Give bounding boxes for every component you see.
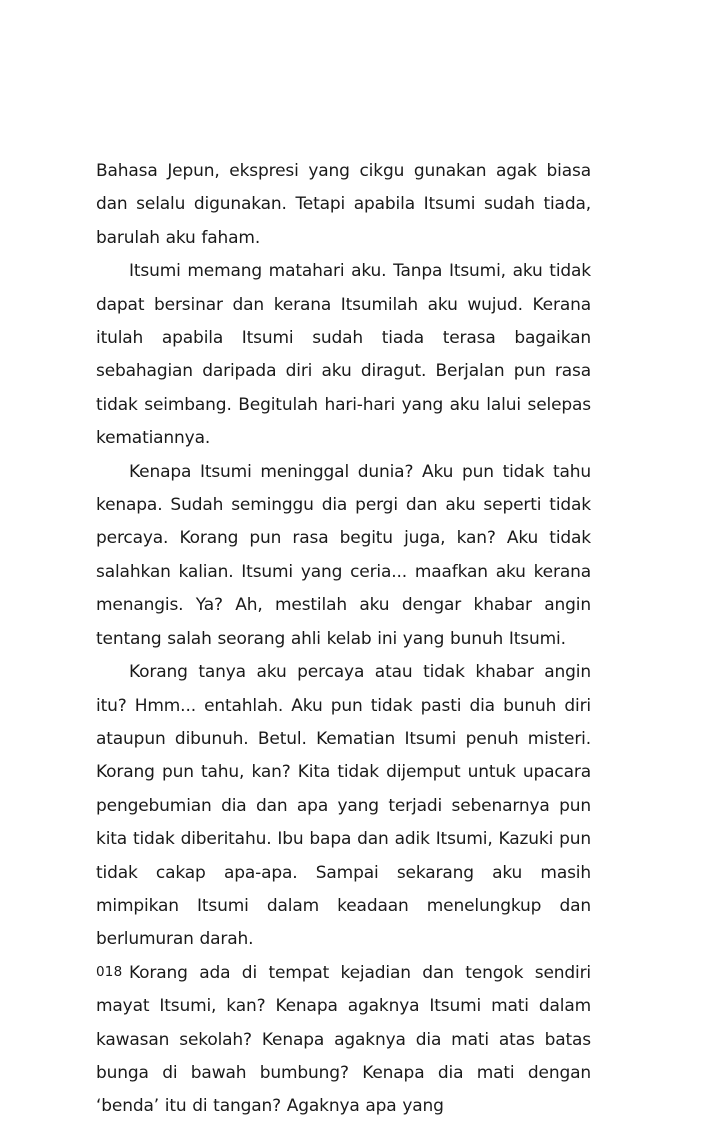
paragraph-1: Bahasa Jepun, ekspresi yang cikgu gunakan agak biasa dan selalu digunakan. Tetapi apabila Itsumi sudah tiada, barulah aku faham.: [96, 161, 591, 248]
paragraph-5: Korang ada di tempat kejadian dan tengok sendiri mayat Itsumi, kan? Kenapa agaknya Itsumi mati dalam kawasan sekolah? Kenapa agaknya dia mati atas batas bunga di bawah bumbung? Kenapa dia mati dengan ‘benda’ itu di tangan? Agaknya apa yang: [96, 962, 591, 1117]
body-text: [96, 155, 591, 1124]
paragraph-3: Kenapa Itsumi meninggal dunia? Aku pun tidak tahu kenapa. Sudah seminggu dia pergi dan aku seperti tidak percaya. Korang pun rasa begitu juga, kan? Aku tidak salahkan kalian. Itsumi yang ceria... maafkan aku kerana menangis. Ya? Ah, mestilah aku dengar khabar angin tentang salah seorang ahli kelab ini yang bunuh Itsumi.: [96, 461, 591, 649]
page-number: 018: [96, 964, 123, 980]
paragraph-2: Itsumi memang matahari aku. Tanpa Itsumi, aku tidak dapat bersinar dan kerana Itsumilah aku wujud. Kerana itulah apabila Itsumi sudah tiada terasa bagaikan sebahagian daripada diri aku diragut. Berjalan pun rasa tidak seimbang. Begitulah hari-hari yang aku lalui selepas kematiannya.: [96, 261, 591, 449]
paragraph-4: Korang tanya aku percaya atau tidak khabar angin itu? Hmm... entahlah. Aku pun tidak pasti dia bunuh diri ataupun dibunuh. Betul. Kematian Itsumi penuh misteri. Korang pun tahu, kan? Kita tidak dijemput untuk upacara pengebumian dia dan apa yang terjadi sebenarnya pun kita tidak diberitahu. Ibu bapa dan adik Itsumi, Kazuki pun tidak cakap apa-apa. Sampai sekarang aku masih mimpikan Itsumi dalam keadaan menelungkup dan berlumuran darah.: [96, 662, 591, 950]
